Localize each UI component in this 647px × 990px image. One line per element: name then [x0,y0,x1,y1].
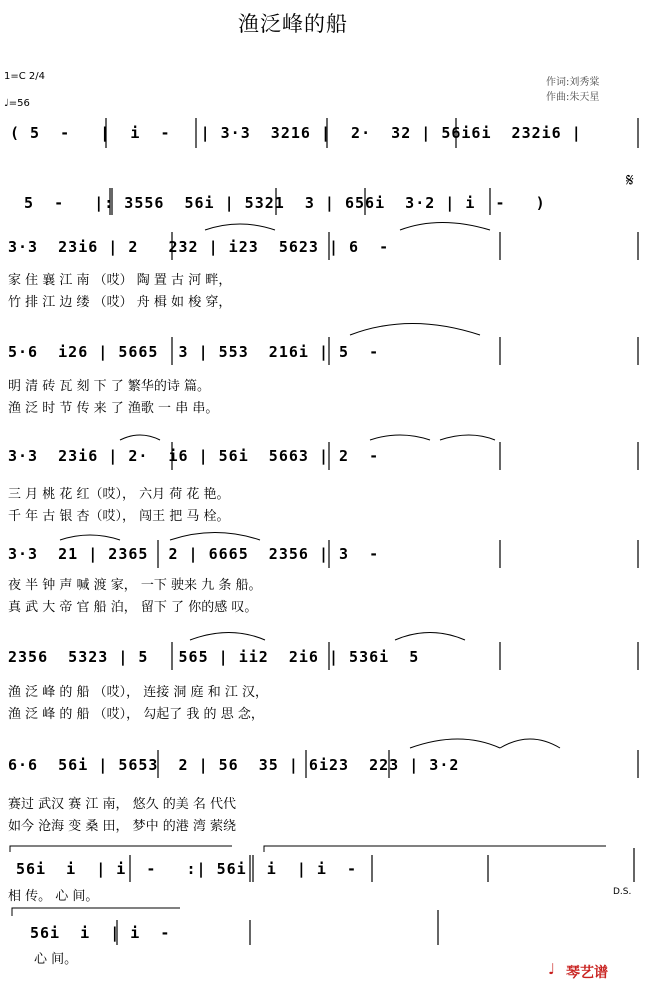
lyric-line-5a: 渔 泛 峰 的 船 （哎）， 连接 洞 庭 和 江 汉， [8,685,268,700]
lyric-line-8: 心 间。 [34,952,78,967]
key-signature: 1=C 2/4 [4,71,45,82]
lyric-line-1a: 家 住 襄 江 南 （哎） 陶 置 古 河 畔， [8,273,232,288]
lyric-line-3a: 三 月 桃 花 红（哎）， 六月 荷 花 艳。 [8,487,230,502]
composer-credit: 作曲:朱天星 [546,92,600,103]
lyric-line-2a: 明 清 砖 瓦 刻 下 了 繁华的诗 篇。 [8,379,211,394]
notation-row-1: ( 5 - | i - | 3·3 3216 | 2· 32 | 56i6i 232i6 | [10,124,582,142]
notation-row-2: 5 - |: 3556 56i | 5321 3 | 656i 3·2 | i - ) [24,194,546,212]
notation-row-9: 56i i | i - :| 56i i | i - [16,860,358,878]
lyric-line-7: 相 传。 心 间。 [8,889,99,904]
watermark-icon: ♩ [548,960,556,978]
tempo-marking: ♩=56 [4,98,30,109]
lyric-line-4b: 真 武 大 帝 官 船 泊， 留下 了 你的感 叹。 [8,600,258,615]
lyric-line-5b: 渔 泛 峰 的 船 （哎）， 勾起了 我 的 思 念， [8,707,264,722]
notation-row-10: 56i i | i - [30,924,171,942]
song-title: 渔泛峰的船 [238,12,348,36]
lyric-line-3b: 千 年 古 银 杏（哎）， 闯王 把 马 栓。 [8,509,230,524]
watermark-logo: 琴艺谱 [566,965,608,981]
notation-row-6: 3·3 21 | 2365 2 | 6665 2356 | 3 - [8,545,380,563]
notation-row-8: 6·6 56i | 5653 2 | 56 35 | 6i23 223 | 3·2 [8,756,460,774]
segno-sign: 𝄋 [626,170,634,191]
notation-row-7: 2356 5323 | 5 565 | ii2 2i6 | 536i 5 [8,648,420,666]
lyricist-credit: 作词:刘秀棠 [546,77,600,88]
notation-row-5: 3·3 23i6 | 2· i6 | 56i 5663 | 2 - [8,447,380,465]
lyric-line-4a: 夜 半 钟 声 喊 渡 家， 一下 驶来 九 条 船。 [8,578,262,593]
notation-row-4: 5·6 i26 | 5665 3 | 553 216i | 5 - [8,343,380,361]
lyric-line-6a: 赛过 武汉 赛 江 南， 悠久 的美 名 代代 [8,797,237,812]
lyric-line-6b: 如今 沧海 变 桑 田， 梦中 的港 湾 萦绕 [8,819,237,834]
ds-marking: D.S. [613,887,632,897]
lyric-line-1b: 竹 排 江 边 缕 （哎） 舟 楫 如 梭 穿， [8,295,232,310]
lyric-line-2b: 渔 泛 时 节 传 来 了 渔歌 一 串 串。 [8,401,219,416]
notation-row-3: 3·3 23i6 | 2 232 | i23 5623 | 6 - [8,238,390,256]
